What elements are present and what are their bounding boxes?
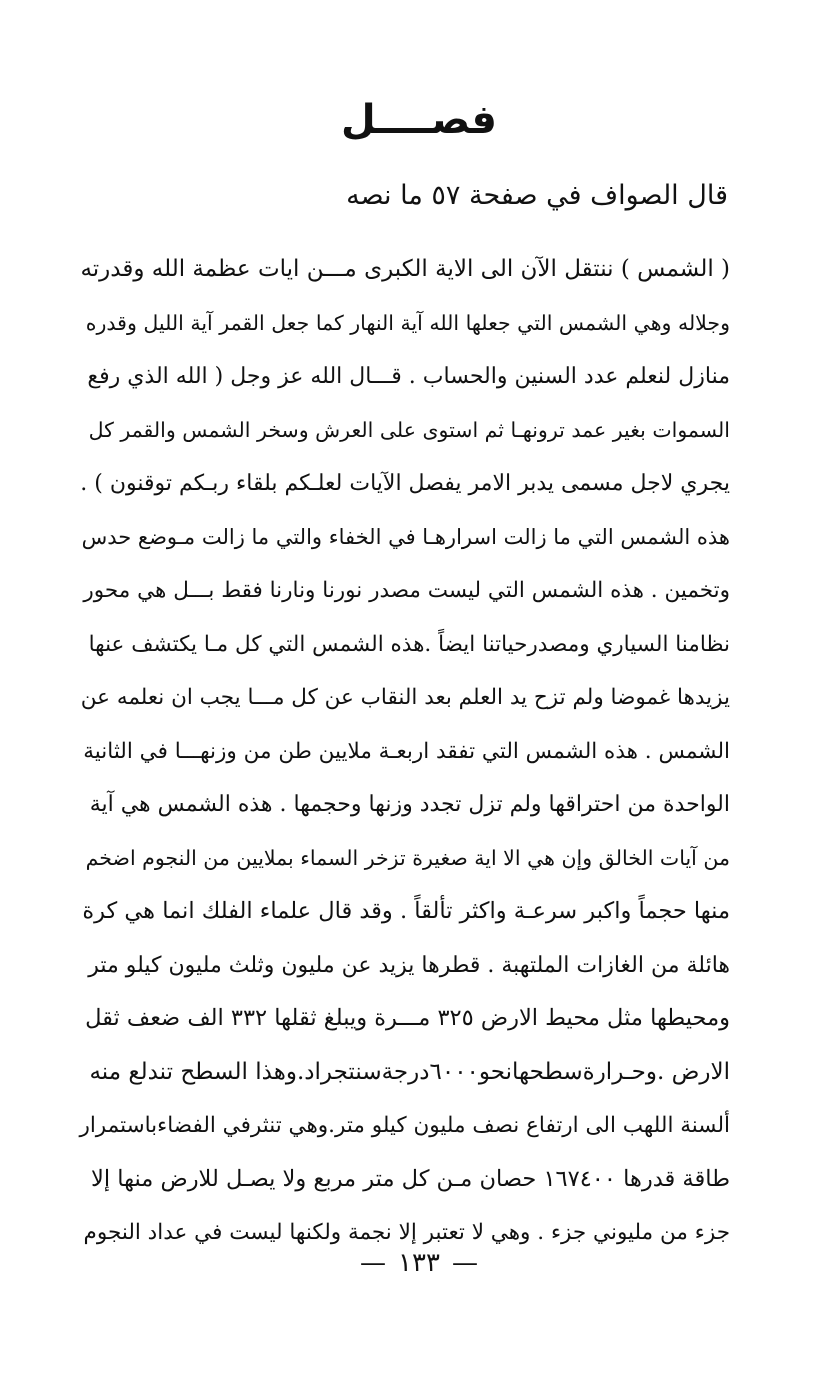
text-line: هذه الشمس التي ما زالت اسرارهـا في الخفاء والتي ما زالت مـوضع حدس (81, 524, 730, 549)
text-line: الشمس . هذه الشمس التي تفقد اربعـة ملايين طن من وزنهـــا في الثانية (83, 738, 730, 764)
page-number-dash-left: — (360, 1248, 387, 1278)
text-line: وجلاله وهي الشمس التي جعلها الله آية النهار كما جعل القمر آية الليل وقدره (85, 310, 730, 335)
text-line: طاقة قدرها ١٦٧٤٠٠ حصان مـن كل متر مربع ولا يصـل للارض منها إلا (91, 1165, 730, 1192)
page-number (0, 1243, 838, 1283)
text-line: ومحيطها مثل محيط الارض ٣٢٥ مـــرة ويبلغ ثقلها ٣٣٢ الف ضعف ثقل (85, 1005, 730, 1031)
text-line: نظامنا السياري ومصدرحياتنا ايضاً .هذه الشمس التي كل مـا يكتشف عنها (88, 631, 730, 657)
text-line: هائلة من الغازات الملتهبة . قطرها يزيد عن مليون وثلث مليون كيلو متر (88, 952, 730, 978)
text-line: الواحدة من احتراقها ولم تزل تجدد وزنها وحجمها . هذه الشمس هي آية (89, 792, 730, 817)
intro-line: قال الصواف في صفحة ٥٧ ما نصه (346, 180, 728, 211)
text-line: الارض .وحـرارةسطحهانحو٦٠٠٠درجةسنتجراد.وهذا السطح تندلع منه (89, 1058, 730, 1085)
text-line: من آيات الخالق وإن هي الا اية صغيرة تزخر السماء بملايين من النجوم اضخم (85, 845, 730, 870)
text-line: يزيدها غموضا ولم تزح يد العلم بعد النقاب عن كل مـــا يجب ان نعلمه عن (80, 685, 730, 710)
page-number-value: ١٣٣ (398, 1248, 440, 1278)
text-line: السموات بغير عمد ترونهـا ثم استوى على العرش وسخر الشمس والقمر كل (88, 417, 730, 442)
body-text (78, 243, 730, 1260)
text-line: ألسنة اللهب الى ارتفاع نصف مليون كيلو متر.وهي تنثرفي الفضاءباستمرار (79, 1113, 730, 1138)
text-line: وتخمين . هذه الشمس التي ليست مصدر نورنا ونارنا فقط بـــل هي محور (83, 578, 730, 603)
text-line: منها حجماً واكبر سرعـة واكثر تألقاً . وقد قال علماء الفلك انما هي كرة (82, 898, 730, 924)
text-line: منازل لنعلم عدد السنين والحساب . قـــال الله عز وجل ( الله الذي رفع (87, 364, 730, 389)
text-line: ( الشمس ) ننتقل الآن الى الاية الكبرى مـــن ايات عظمة الله وقدرته (80, 256, 730, 282)
section-heading: فصــــل (341, 97, 497, 143)
text-line: يجري لاجل مسمى يدبر الامر يفصل الآيات لعلـكم بلقاء ربـكم توقنون ) . (80, 471, 730, 496)
text-line: جزء من مليوني جزء . وهي لا تعتبر إلا نجمة ولكنها ليست في عداد النجوم (83, 1220, 730, 1245)
page-number-dash-right: — (451, 1248, 478, 1278)
